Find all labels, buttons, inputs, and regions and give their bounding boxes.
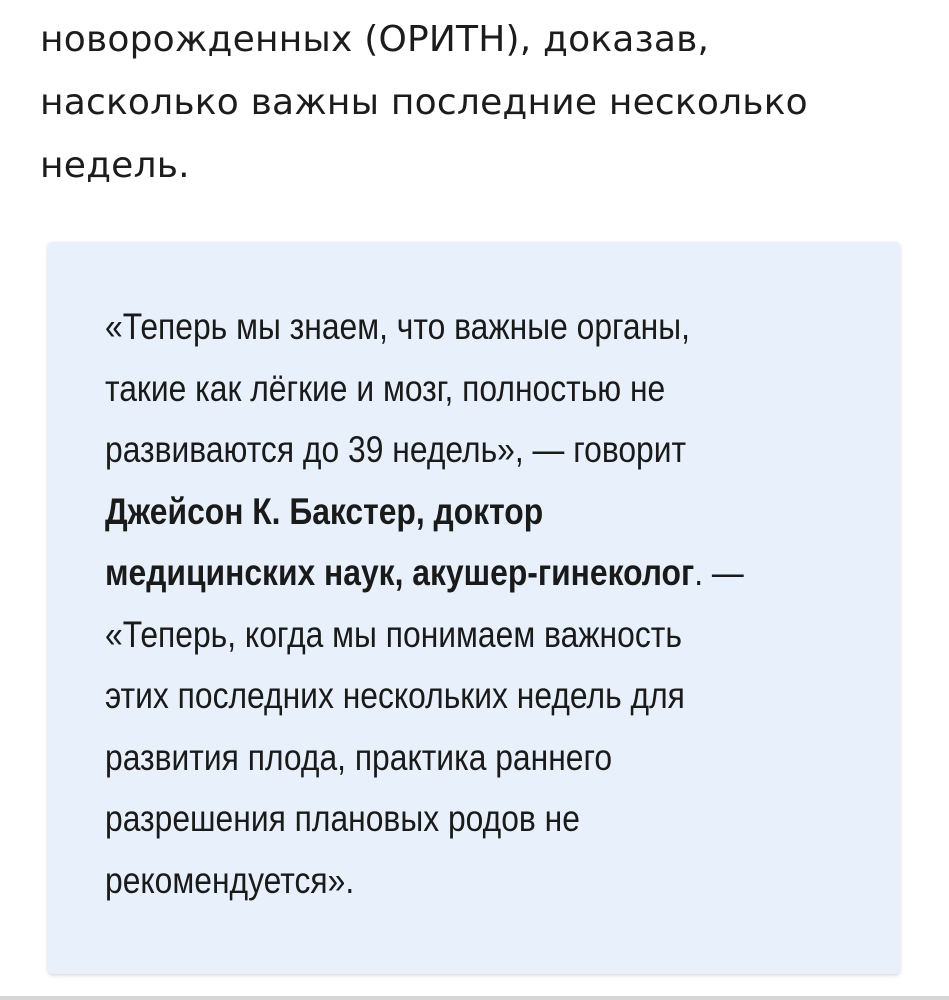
quote-line: этих последних нескольких недель для	[105, 675, 685, 716]
article-line: недель.	[40, 145, 190, 186]
quote-line: развиваются до 39 недель», — говорит	[105, 429, 687, 470]
quote-author-line	[105, 481, 759, 543]
quote-author-name: Джейсон К. Бакстер, доктор	[105, 490, 544, 532]
quote-line: «Теперь мы знаем, что важные органы,	[105, 306, 690, 347]
quote-line: развития плода, практика раннего	[105, 736, 613, 778]
article-line: насколько важны последние несколько	[40, 82, 808, 123]
article-paragraph	[40, 8, 900, 197]
quote-line: такие как лёгкие и мозг, полностью не	[105, 367, 666, 409]
quote-author-title: медицинских наук, акушер-гинеколог	[105, 552, 695, 593]
quote-line: разрешения плановых родов не	[105, 798, 580, 839]
quote-author-line	[105, 542, 759, 604]
quote-text	[105, 296, 759, 911]
quote-line: «Теперь, когда мы понимаем важность	[105, 613, 682, 655]
bottom-divider	[0, 996, 949, 1000]
quote-block	[48, 242, 900, 974]
quote-author-suffix: . —	[694, 552, 744, 593]
quote-line: рекомендуется».	[105, 859, 355, 901]
article-line: новорожденных (ОРИТН), доказав,	[40, 19, 710, 60]
